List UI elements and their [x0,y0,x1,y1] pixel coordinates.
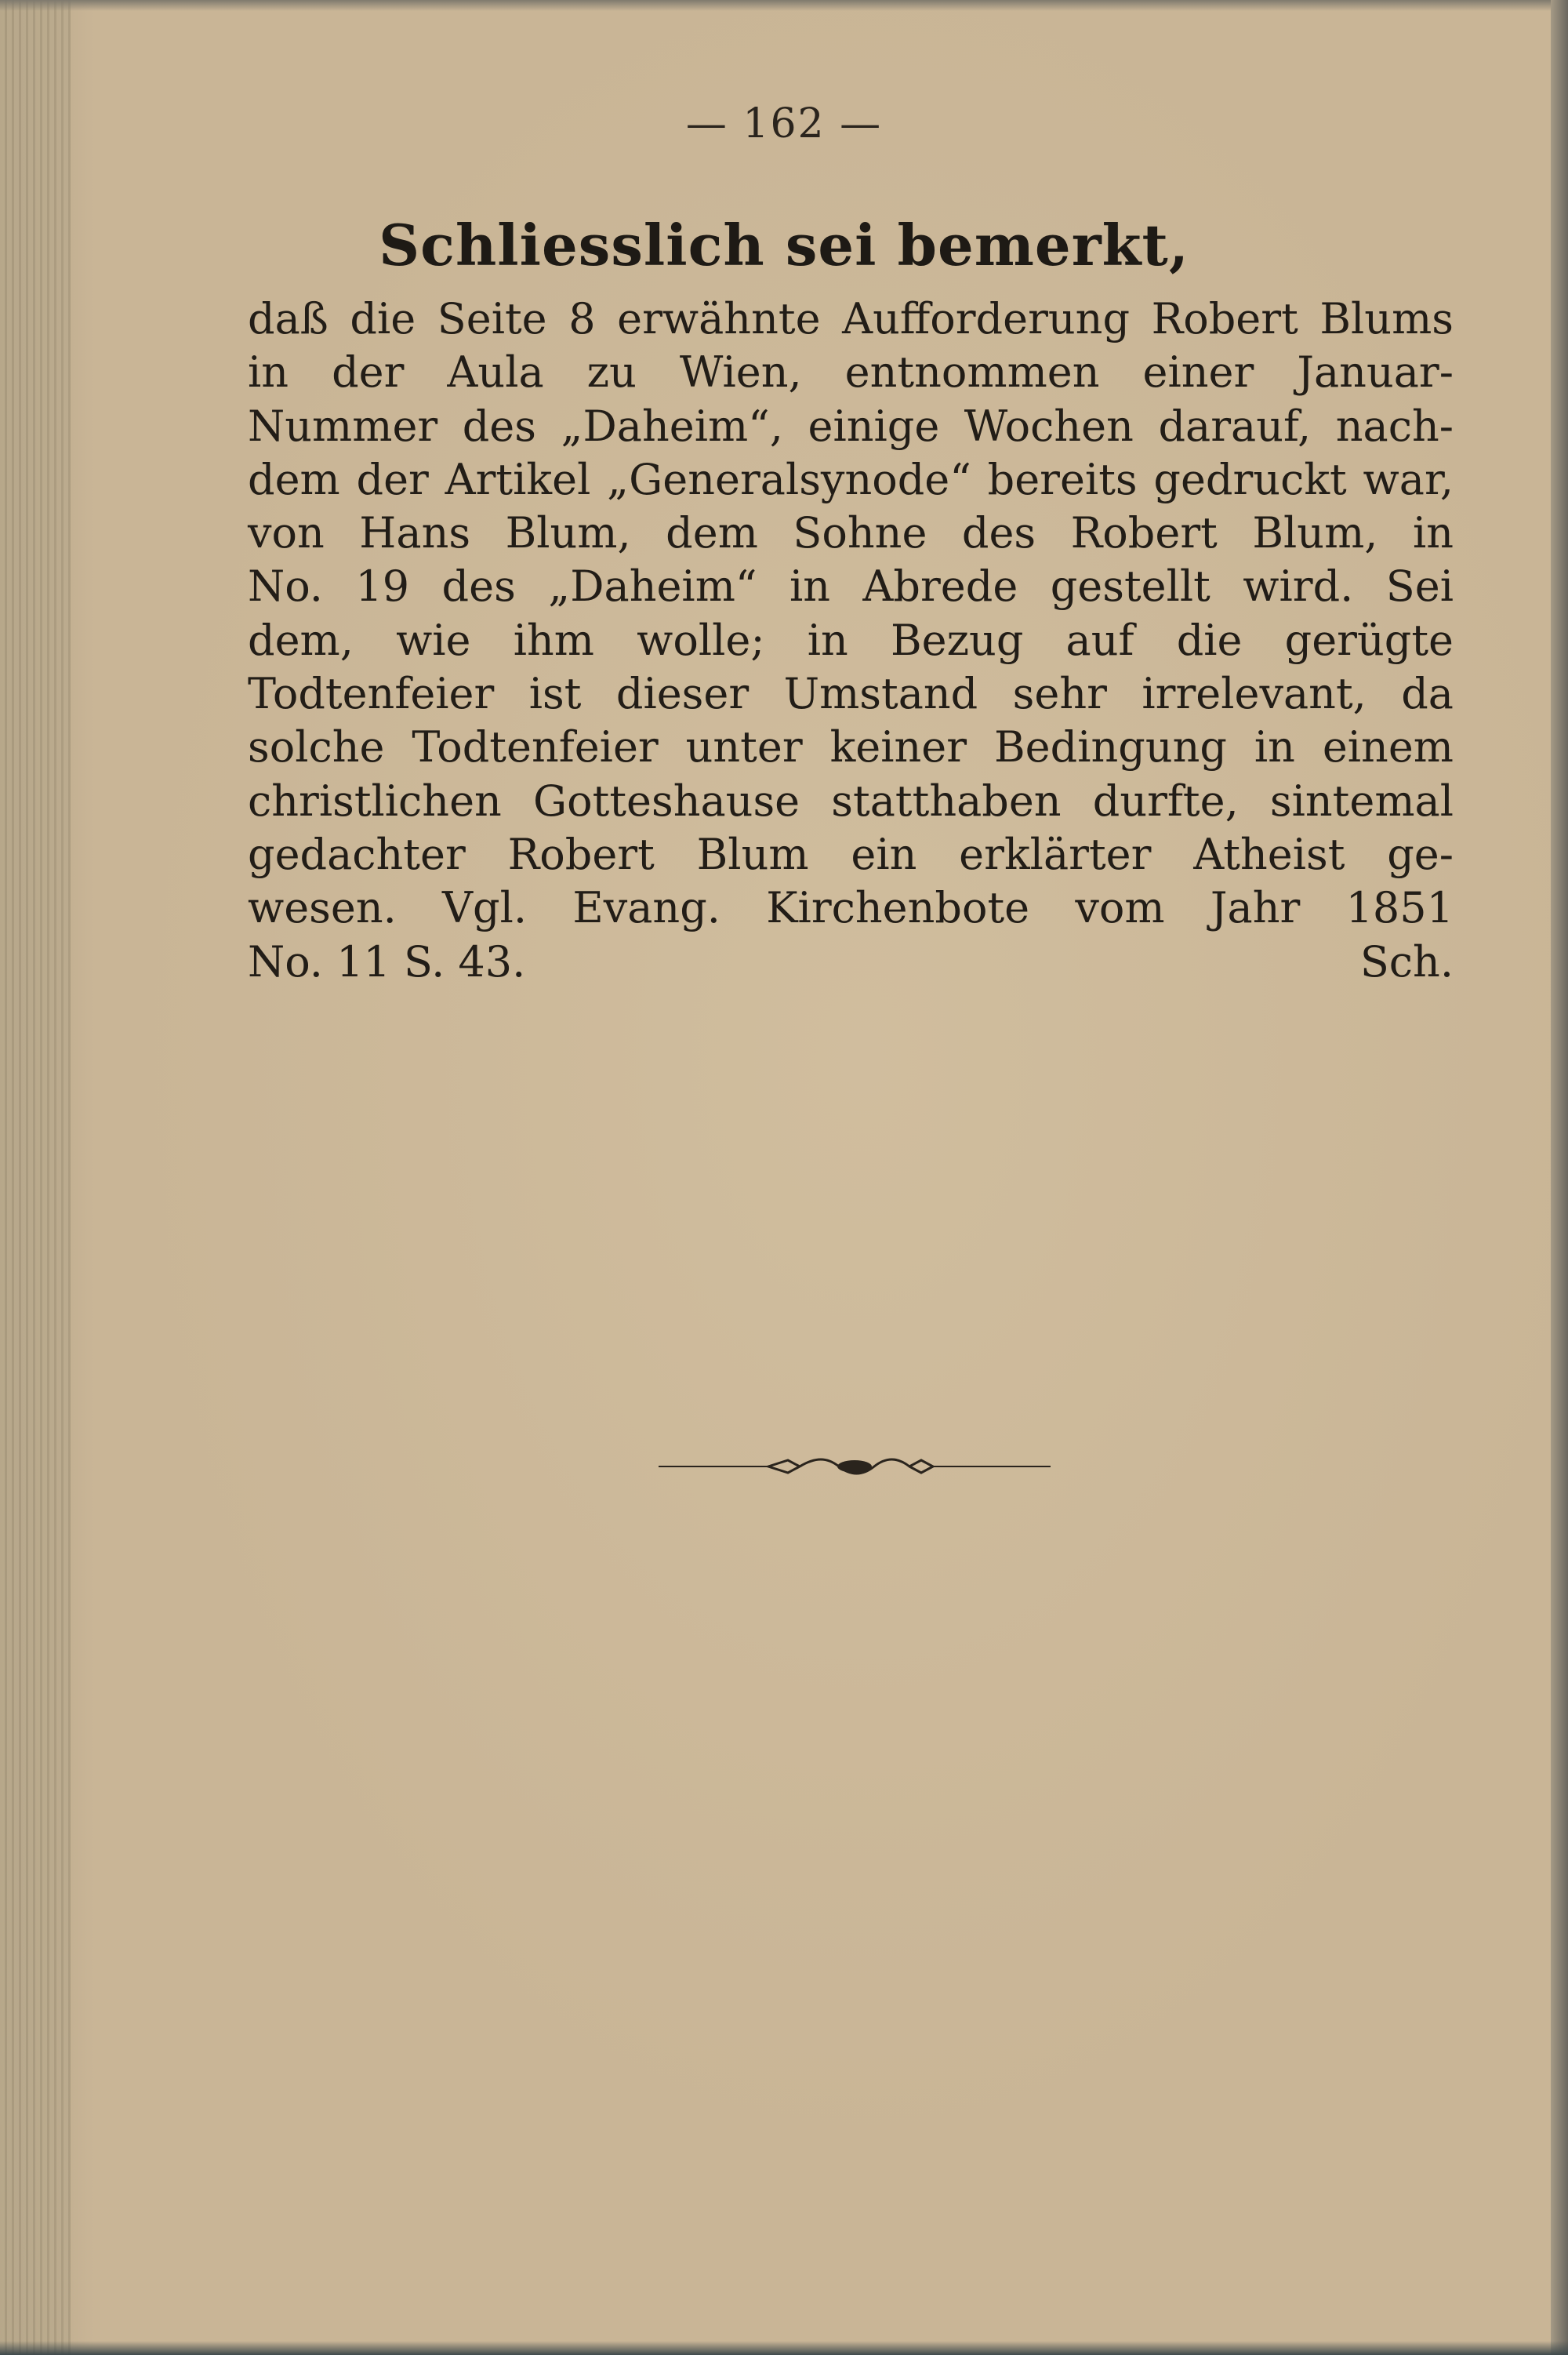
text-line: wesen. Vgl. Evang. Kirchenbote vom Jahr 1851 [248,883,1454,933]
text-line: christlichen Gotteshause statthaben durfte, sintemal [248,776,1454,826]
text-line: dem der Artikel „Generalsynode“ bereits gedruckt war, [248,454,1454,504]
text-line: von Hans Blum, dem Sohne des Robert Blum, in [248,508,1454,558]
page-edge [0,0,71,2355]
text-line: daß die Seite 8 erwähnte Aufforderung Robert Blums [248,294,1454,343]
ornament-center [837,1460,872,1473]
author-signature: Sch. [1359,936,1454,987]
book-binding [1551,0,1568,2355]
body-paragraph [248,293,1454,989]
ornament-divider [659,1451,1051,1482]
text-line: No. 19 des „Daheim“ in Abrede gestellt wird. Sei [248,561,1454,612]
top-edge [0,0,1568,11]
text-line: dem, wie ihm wolle; in Bezug auf die gerügte [248,615,1454,665]
final-line [248,936,1454,989]
bottom-edge [0,2341,1568,2355]
section-heading: Schliesslich sei bemerkt, [379,212,1189,278]
text-line: Nummer des „Daheim“, einige Wochen darauf, nach- [248,401,1454,451]
text-line: in der Aula zu Wien, entnommen einer Januar- [248,347,1454,398]
text-line: Todtenfeier ist dieser Umstand sehr irrelevant, da [248,669,1454,719]
page-number: — 162 — [685,100,883,147]
text-line: solche Todtenfeier unter keiner Bedingung in einem [248,722,1454,772]
citation: No. 11 S. 43. [248,936,526,987]
text-line: gedachter Robert Blum ein erklärter Atheist ge- [248,829,1454,879]
